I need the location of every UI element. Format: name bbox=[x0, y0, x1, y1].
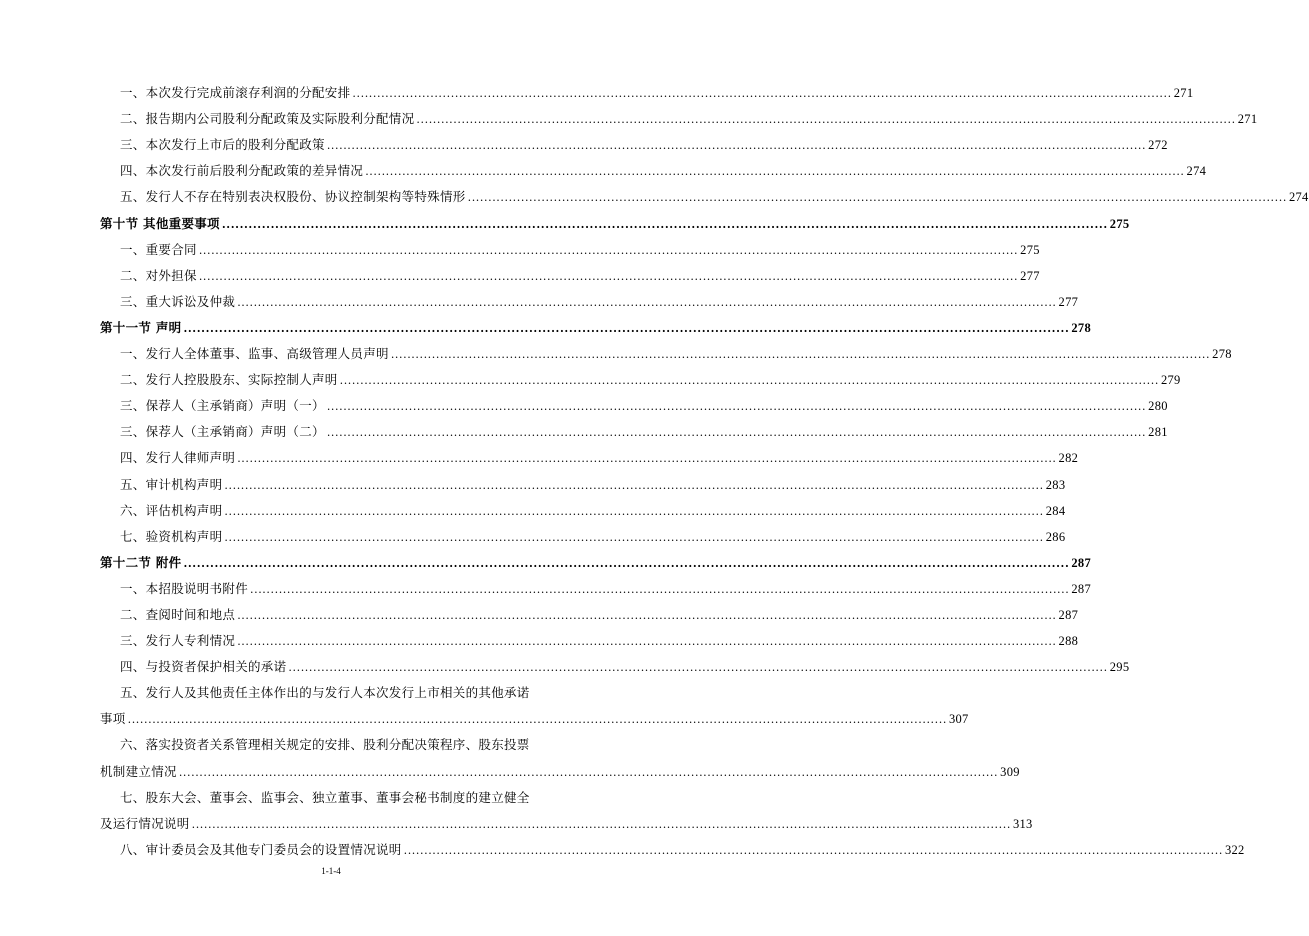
dot-leader: ........................................................................................................................................................................................................ bbox=[326, 400, 1147, 414]
toc-page-number: 271 bbox=[1237, 112, 1258, 127]
toc-page-number: 287 bbox=[1071, 555, 1092, 570]
toc-entry-title: 二、发行人控股股东、实际控制人声明 bbox=[120, 372, 338, 388]
toc-section-title: 第十二节 附件 bbox=[100, 554, 182, 570]
toc-entry[interactable] bbox=[100, 780, 1033, 832]
toc-page-number: 274 bbox=[1288, 190, 1309, 205]
toc-entry[interactable] bbox=[100, 623, 1079, 649]
toc-entry[interactable] bbox=[100, 832, 1245, 858]
toc-page-number: 295 bbox=[1109, 660, 1130, 675]
toc-page-number: 287 bbox=[1058, 607, 1079, 622]
toc-entry[interactable] bbox=[100, 440, 1079, 466]
toc-entry[interactable] bbox=[100, 519, 1066, 545]
toc-page-number: 275 bbox=[1109, 216, 1130, 231]
dot-leader: ........................................................................................................................................................................................................ bbox=[224, 504, 1044, 518]
toc-entry[interactable] bbox=[100, 466, 1066, 492]
toc-page-number: 282 bbox=[1058, 451, 1079, 466]
toc-entry[interactable] bbox=[100, 179, 1309, 205]
toc-entry[interactable] bbox=[100, 232, 1040, 258]
toc-entry-title: 五、发行人及其他责任主体作出的与发行人本次发行上市相关的其他承诺 bbox=[120, 685, 530, 701]
toc-entry-title: 一、发行人全体董事、监事、高级管理人员声明 bbox=[120, 346, 389, 362]
toc-page-number: 278 bbox=[1071, 320, 1092, 335]
dot-leader: ........................................................................................................................................................................................................ bbox=[221, 217, 1108, 231]
toc-entry-title: 六、落实投资者关系管理相关规定的安排、股利分配决策程序、股东投票 bbox=[120, 737, 530, 753]
toc-section-entry[interactable] bbox=[100, 205, 1130, 231]
toc-page-number: 309 bbox=[1000, 764, 1020, 779]
toc-entry-title: 一、本招股说明书附件 bbox=[120, 580, 249, 596]
dot-leader: ........................................................................................................................................................................................................ bbox=[467, 191, 1287, 205]
dot-leader: ........................................................................................................................................................................................................ bbox=[390, 348, 1211, 362]
toc-entry-title-continued: 事项 bbox=[100, 711, 126, 727]
dot-leader: ........................................................................................................................................................................................................ bbox=[339, 374, 1159, 388]
dot-leader: ........................................................................................................................................................................................................ bbox=[365, 165, 1185, 179]
dot-leader: ........................................................................................................................................................................................................ bbox=[288, 661, 1108, 675]
dot-leader: ........................................................................................................................................................................................................ bbox=[250, 582, 1070, 596]
dot-leader: ........................................................................................................................................................................................................ bbox=[198, 269, 1019, 283]
toc-page-number: 277 bbox=[1058, 294, 1079, 309]
toc-entry-title: 三、保荐人（主承销商）声明（一） bbox=[120, 398, 325, 414]
dot-leader: ........................................................................................................................................................................................................ bbox=[224, 478, 1044, 492]
dot-leader: ........................................................................................................................................................................................................ bbox=[237, 452, 1057, 466]
toc-page-number: 274 bbox=[1186, 164, 1207, 179]
toc-entry[interactable] bbox=[100, 727, 1020, 779]
toc-entry-title-continued: 机制建立情况 bbox=[100, 763, 177, 779]
dot-leader: ........................................................................................................................................................................................................ bbox=[237, 635, 1057, 649]
toc-entry-title: 三、发行人专利情况 bbox=[120, 633, 236, 649]
dot-leader: ........................................................................................................................................................................................................ bbox=[183, 556, 1070, 570]
toc-entry-title: 四、本次发行前后股利分配政策的差异情况 bbox=[120, 163, 364, 179]
toc-entry-title-continued: 及运行情况说明 bbox=[100, 815, 190, 831]
dot-leader: ........................................................................................................................................................................................................ bbox=[178, 765, 999, 779]
toc-entry-title: 七、验资机构声明 bbox=[120, 528, 223, 544]
toc-entry-title: 一、本次发行完成前滚存利润的分配安排 bbox=[120, 85, 351, 101]
dot-leader: ........................................................................................................................................................................................................ bbox=[183, 321, 1070, 335]
toc-page-number: 277 bbox=[1020, 268, 1040, 283]
toc-entry-title: 四、发行人律师声明 bbox=[120, 450, 236, 466]
toc-entry[interactable] bbox=[100, 127, 1168, 153]
toc-entry-title: 二、查阅时间和地点 bbox=[120, 606, 236, 622]
toc-entry-title: 七、股东大会、董事会、监事会、独立董事、董事会秘书制度的建立健全 bbox=[120, 789, 530, 805]
toc-section-title: 第十节 其他重要事项 bbox=[100, 215, 220, 231]
toc-page-number: 307 bbox=[948, 712, 969, 727]
toc-entry[interactable] bbox=[100, 362, 1181, 388]
toc-entry[interactable] bbox=[100, 414, 1168, 440]
toc-page-number: 283 bbox=[1045, 477, 1066, 492]
toc-entry[interactable] bbox=[100, 101, 1258, 127]
dot-leader: ........................................................................................................................................................................................................ bbox=[403, 843, 1223, 857]
toc-page-number: 288 bbox=[1058, 634, 1079, 649]
toc-page-number: 278 bbox=[1212, 347, 1232, 362]
toc-section-entry[interactable] bbox=[100, 310, 1092, 336]
dot-leader: ........................................................................................................................................................................................................ bbox=[191, 817, 1011, 831]
toc-page-number: 272 bbox=[1148, 138, 1168, 153]
dot-leader: ........................................................................................................................................................................................................ bbox=[352, 87, 1172, 101]
toc-entry-title: 六、评估机构声明 bbox=[120, 502, 223, 518]
toc-page-number: 284 bbox=[1045, 503, 1066, 518]
toc-entry-title: 八、审计委员会及其他专门委员会的设置情况说明 bbox=[120, 841, 402, 857]
dot-leader: ........................................................................................................................................................................................................ bbox=[237, 608, 1057, 622]
toc-page-number: 275 bbox=[1020, 242, 1040, 257]
toc-entry-title: 三、本次发行上市后的股利分配政策 bbox=[120, 137, 325, 153]
dot-leader: ........................................................................................................................................................................................................ bbox=[237, 295, 1057, 309]
dot-leader: ........................................................................................................................................................................................................ bbox=[416, 113, 1236, 127]
toc-entry-title: 四、与投资者保护相关的承诺 bbox=[120, 659, 287, 675]
toc-page-number: 313 bbox=[1012, 816, 1033, 831]
toc-entry-title: 二、报告期内公司股利分配政策及实际股利分配情况 bbox=[120, 111, 415, 127]
toc-entry[interactable] bbox=[100, 388, 1168, 414]
toc-page-number: 280 bbox=[1148, 399, 1168, 414]
toc-entry[interactable] bbox=[100, 75, 1194, 101]
table-of-contents bbox=[100, 75, 1309, 858]
toc-page-number: 322 bbox=[1224, 842, 1245, 857]
toc-entry[interactable] bbox=[100, 153, 1207, 179]
toc-page-number: 286 bbox=[1045, 529, 1066, 544]
toc-entry-title: 五、发行人不存在特别表决权股份、协议控制架构等特殊情形 bbox=[120, 189, 466, 205]
page-footer-number: 1-1-4 bbox=[321, 866, 341, 876]
toc-entry[interactable] bbox=[100, 649, 1130, 675]
toc-entry-title: 二、对外担保 bbox=[120, 267, 197, 283]
dot-leader: ........................................................................................................................................................................................................ bbox=[224, 530, 1044, 544]
toc-section-title: 第十一节 声明 bbox=[100, 319, 182, 335]
dot-leader: ........................................................................................................................................................................................................ bbox=[326, 139, 1147, 153]
toc-entry-title: 三、重大诉讼及仲裁 bbox=[120, 293, 236, 309]
toc-entry[interactable] bbox=[100, 284, 1079, 310]
toc-entry[interactable] bbox=[100, 336, 1232, 362]
toc-entry-title: 一、重要合同 bbox=[120, 241, 197, 257]
toc-entry[interactable] bbox=[100, 258, 1040, 284]
toc-page-number: 281 bbox=[1148, 425, 1168, 440]
toc-entry-title: 五、审计机构声明 bbox=[120, 476, 223, 492]
dot-leader: ........................................................................................................................................................................................................ bbox=[326, 426, 1147, 440]
toc-page-number: 271 bbox=[1173, 86, 1194, 101]
dot-leader: ........................................................................................................................................................................................................ bbox=[198, 243, 1019, 257]
toc-entry[interactable] bbox=[100, 675, 969, 727]
toc-entry[interactable] bbox=[100, 597, 1079, 623]
dot-leader: ........................................................................................................................................................................................................ bbox=[127, 713, 947, 727]
toc-entry[interactable] bbox=[100, 493, 1066, 519]
toc-entry-title: 三、保荐人（主承销商）声明（二） bbox=[120, 424, 325, 440]
toc-section-entry[interactable] bbox=[100, 545, 1092, 571]
toc-page-number: 279 bbox=[1160, 373, 1181, 388]
toc-page-number: 287 bbox=[1071, 581, 1091, 596]
toc-entry[interactable] bbox=[100, 571, 1091, 597]
